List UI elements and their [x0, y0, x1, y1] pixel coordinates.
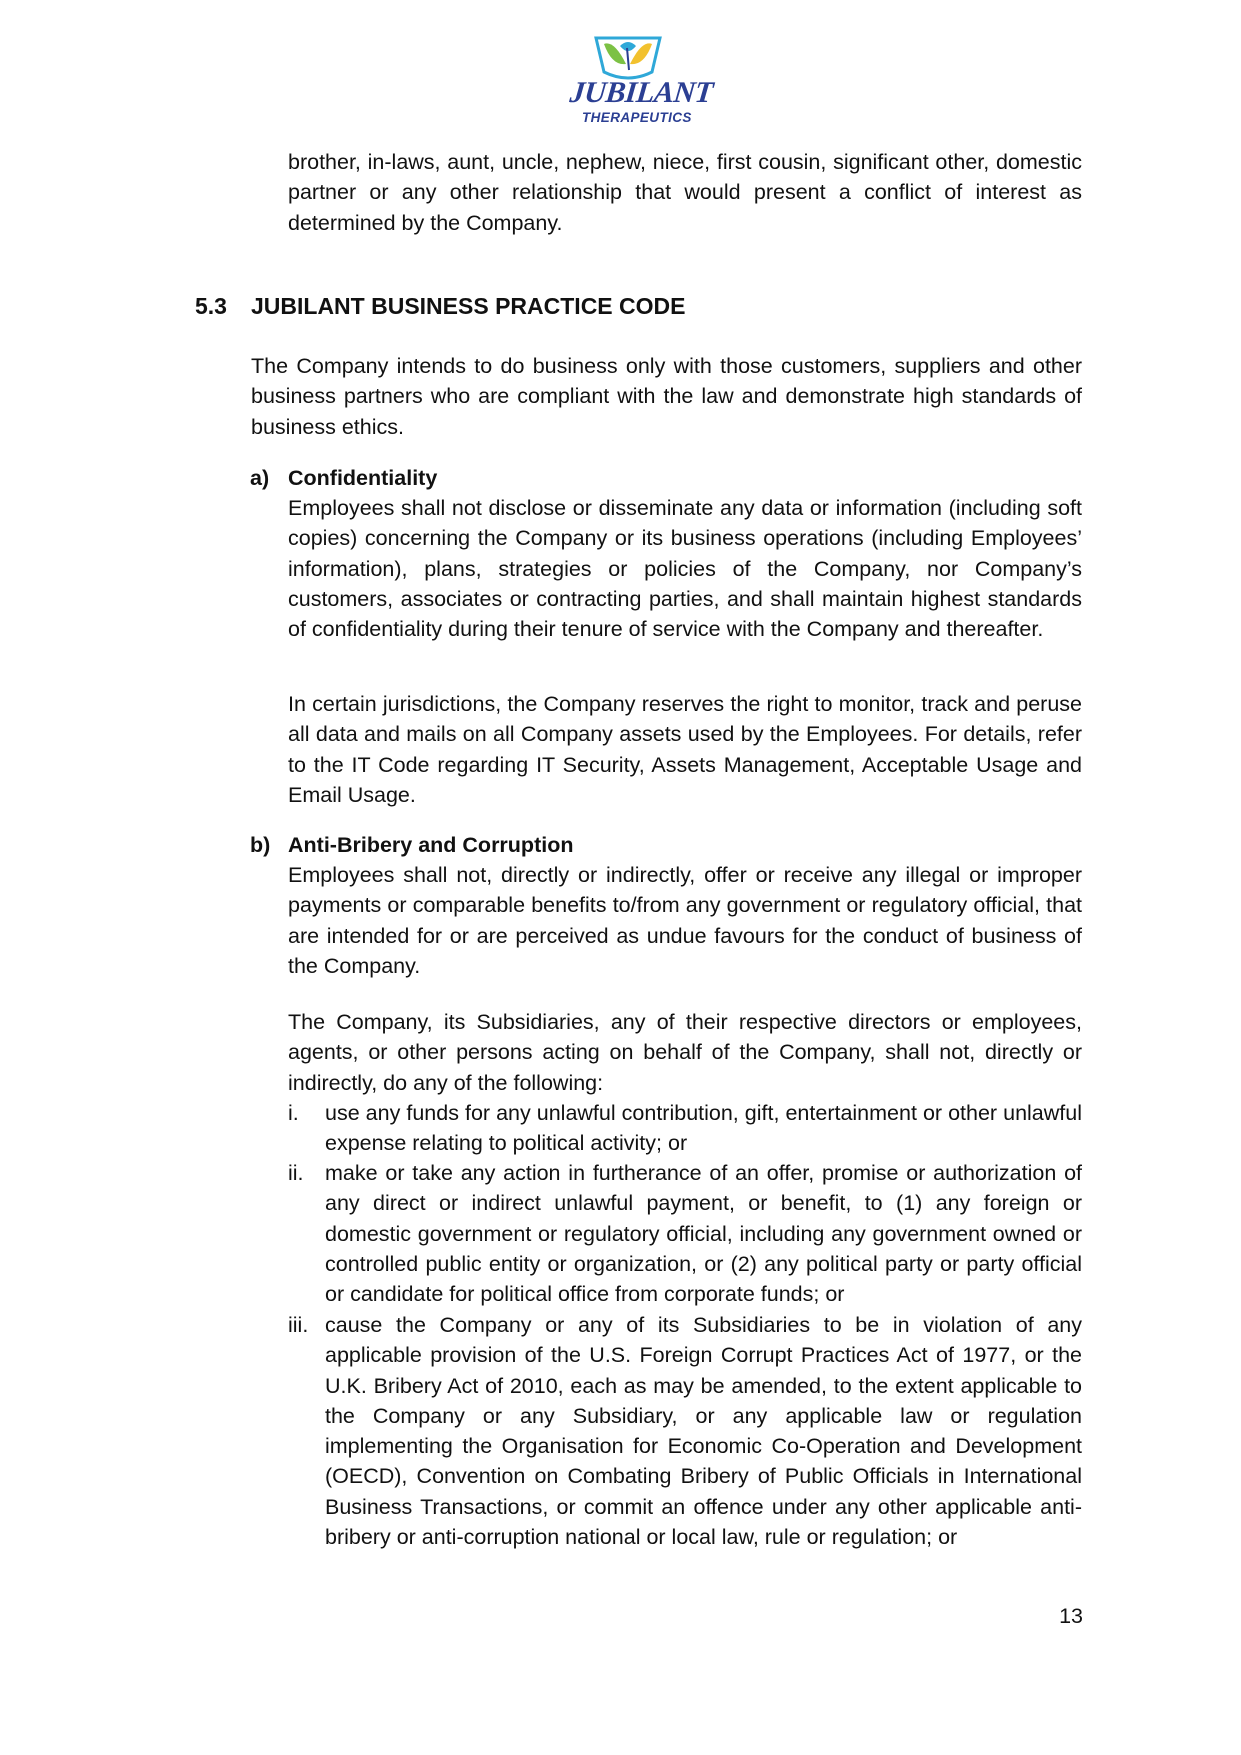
list-item-text-ii: make or take any action in furtherance of an offer, promise or authorization of any direct or indirect unlawful payment, or benefit, to (1) any foreign or domestic government or regulatory official, including any government owned or controlled public entity or organization, or (2) any political party or party official or candidate for political office from corporate funds; or: [325, 1161, 1082, 1307]
confidentiality-paragraph-1: Employees shall not disclose or disseminate any data or information (including soft copies) concerning the Company or its business operations (including Employees’ information), plans, strategies or policies of the Company, nor Company’s customers, associates or contracting parties, and shall maintain highest standards of confidentiality during their tenure of service with the Company and thereafter.: [288, 496, 1082, 642]
logo-name-text: JUBILANT: [568, 76, 715, 109]
butterfly-logo-icon: [590, 34, 666, 80]
list-item-label-iii: iii.: [288, 1313, 309, 1337]
item-title-anti-bribery: Anti-Bribery and Corruption: [288, 833, 574, 857]
anti-bribery-paragraph-2: The Company, its Subsidiaries, any of their respective directors or employees, agents, or other persons acting on behalf of the Company, shall not, directly or indirectly, do any of the following:: [288, 1010, 1082, 1095]
list-item-text-i: use any funds for any unlawful contribution, gift, entertainment or other unlawful expense relating to political activity; or: [325, 1101, 1082, 1156]
item-label-anti-bribery: b): [250, 833, 271, 857]
section-heading: [195, 291, 685, 321]
item-label-confidentiality: a): [250, 466, 270, 490]
page-number: 13: [1059, 1604, 1083, 1628]
item-title-confidentiality: Confidentiality: [288, 466, 438, 490]
section-number: 5.3: [195, 293, 227, 319]
logo-subtitle-text: THERAPEUTICS: [582, 110, 692, 125]
company-logo: [560, 34, 715, 130]
anti-bribery-paragraph-1: Employees shall not, directly or indirectly, offer or receive any illegal or improper payments or comparable benefits to/from any government or regulatory official, that are intended for or are perceived as undue favours for the conduct of business of the Company.: [288, 863, 1082, 978]
section-title: JUBILANT BUSINESS PRACTICE CODE: [251, 293, 686, 319]
list-item-label-i: i.: [288, 1101, 299, 1125]
section-intro-paragraph: The Company intends to do business only with those customers, suppliers and other business partners who are compliant with the law and demonstrate high standards of business ethics.: [251, 354, 1082, 439]
list-item-text-iii: cause the Company or any of its Subsidiaries to be in violation of any applicable provision of the U.S. Foreign Corrupt Practices Act of 1977, or the U.K. Bribery Act of 2010, each as may be amended, to the extent applicable to the Company or any Subsidiary, or any applicable law or regulation implementing the Organisation for Economic Co-Operation and Development (OECD), Convention on Combating Bribery of Public Officials in International Business Transactions, or commit an offence under any other applicable anti-bribery or anti-corruption national or local law, rule or regulation; or: [325, 1313, 1082, 1550]
intro-paragraph: brother, in-laws, aunt, uncle, nephew, niece, first cousin, significant other, domestic partner or any other relationship that would present a conflict of interest as determined by the Company.: [288, 150, 1082, 235]
list-item-label-ii: ii.: [288, 1161, 304, 1185]
confidentiality-paragraph-2: In certain jurisdictions, the Company reserves the right to monitor, track and peruse all data and mails on all Company assets used by the Employees. For details, refer to the IT Code regarding IT Security, Assets Management, Acceptable Usage and Email Usage.: [288, 692, 1082, 807]
